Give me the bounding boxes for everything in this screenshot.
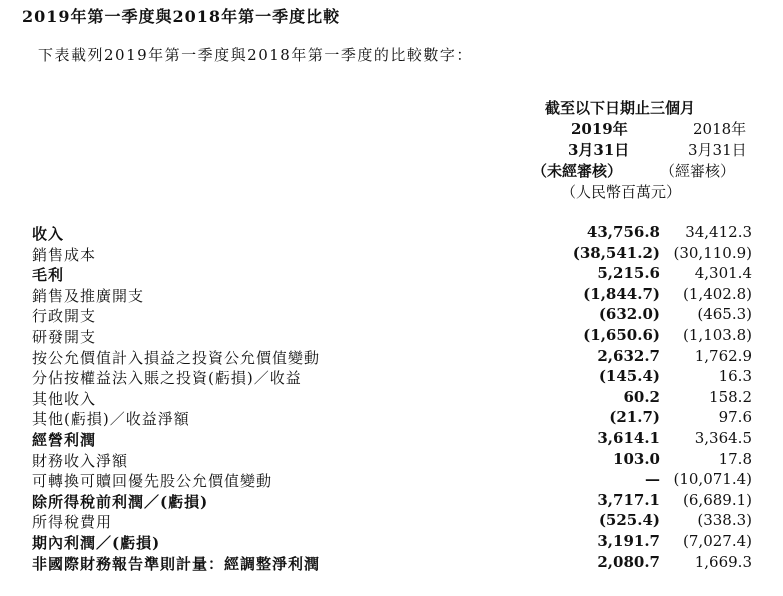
row-label: 其他收入 [32,389,97,408]
value-2019: 103.0 [613,449,660,468]
row-label: 經營利潤 [32,430,97,449]
table-row [32,325,752,346]
col-2018-status: （經審核） [660,162,736,180]
value-2018: (338.3) [697,511,752,530]
row-label: 銷售成本 [32,245,97,264]
value-2019: (21.7) [609,408,660,427]
value-2018: 34,412.3 [685,223,752,241]
value-2018: 16.3 [718,367,752,386]
col-2019-status: （未經審核） [532,162,623,180]
row-label: 行政開支 [32,307,97,326]
value-2019: 3,191.7 [597,531,660,550]
value-2019: (38,541.2) [572,243,660,262]
row-label: 銷售及推廣開支 [32,286,145,305]
table-row [32,407,752,428]
col-2019-date: 3月31日 [568,141,630,159]
table-row [32,263,752,284]
row-label: 收入 [32,225,65,243]
table-row [32,490,752,511]
value-2018: 3,364.5 [694,428,752,447]
col-2018-year: 2018年 [693,120,747,138]
row-label: 毛利 [32,266,65,285]
value-2019: (1,844.7) [583,284,660,303]
row-label: 研發開支 [32,327,97,346]
row-label: 所得稅費用 [32,513,113,532]
value-2018: (30,110.9) [673,243,752,262]
value-2019: 2,632.7 [597,346,660,365]
row-label: 非國際財務報告準則計量：經調整淨利潤 [32,554,321,573]
value-2018: 97.6 [718,408,752,427]
intro-text: 下表載列2019年第一季度與2018年第一季度的比較數字： [38,46,473,64]
row-label: 按公允價值計入損益之投資公允價值變動 [32,348,321,367]
period-header: 截至以下日期止三個月 [545,99,696,117]
table-row [32,428,752,449]
row-label: 可轉換可贖回優先股公允價值變動 [32,472,273,491]
col-2018-date: 3月31日 [688,141,747,159]
value-2019: (1,650.6) [583,325,660,344]
value-2019: (525.4) [598,511,660,530]
value-2018: (465.3) [697,305,752,324]
row-label: 分佔按權益法入賬之投資(虧損)／收益 [32,369,302,388]
value-2018: 4,301.4 [694,264,752,283]
value-2019: (632.0) [598,305,660,324]
value-2019: 5,215.6 [597,264,660,283]
table-row [32,449,752,470]
table-row [32,387,752,408]
value-2019: (145.4) [598,367,660,386]
value-2018: (10,071.4) [673,470,752,489]
table-row [32,510,752,531]
value-2018: 1,669.3 [694,552,752,571]
value-2018: (1,103.8) [683,325,752,344]
comparison-table [32,222,752,572]
value-2018: 158.2 [709,387,752,406]
table-row [32,531,752,552]
col-2019-year: 2019年 [571,120,628,138]
value-2018: (1,402.8) [683,284,752,303]
section-title: 2019年第一季度與2018年第一季度比較 [22,7,341,26]
table-row [32,284,752,305]
value-2018: 17.8 [718,449,752,468]
table-row [32,366,752,387]
value-2019: 2,080.7 [597,552,660,571]
row-label: 除所得稅前利潤／(虧損) [32,492,209,511]
table-row [32,346,752,367]
value-2019: 3,614.1 [597,428,660,447]
value-2018: 1,762.9 [694,346,752,365]
unit-label: （人民幣百萬元） [561,183,682,201]
table-row [32,469,752,490]
table-row [32,304,752,325]
table-row [32,243,752,264]
value-2019: 43,756.8 [586,223,660,241]
table-row [32,222,752,243]
value-2018: (7,027.4) [683,531,752,550]
value-2019: 3,717.1 [597,490,660,509]
row-label: 其他(虧損)／收益淨額 [32,410,190,429]
row-label: 財務收入淨額 [32,451,129,470]
table-row [32,552,752,573]
value-2019: — [645,470,660,489]
row-label: 期內利潤／(虧損) [32,533,161,552]
value-2019: 60.2 [623,387,660,406]
value-2018: (6,689.1) [683,490,752,509]
